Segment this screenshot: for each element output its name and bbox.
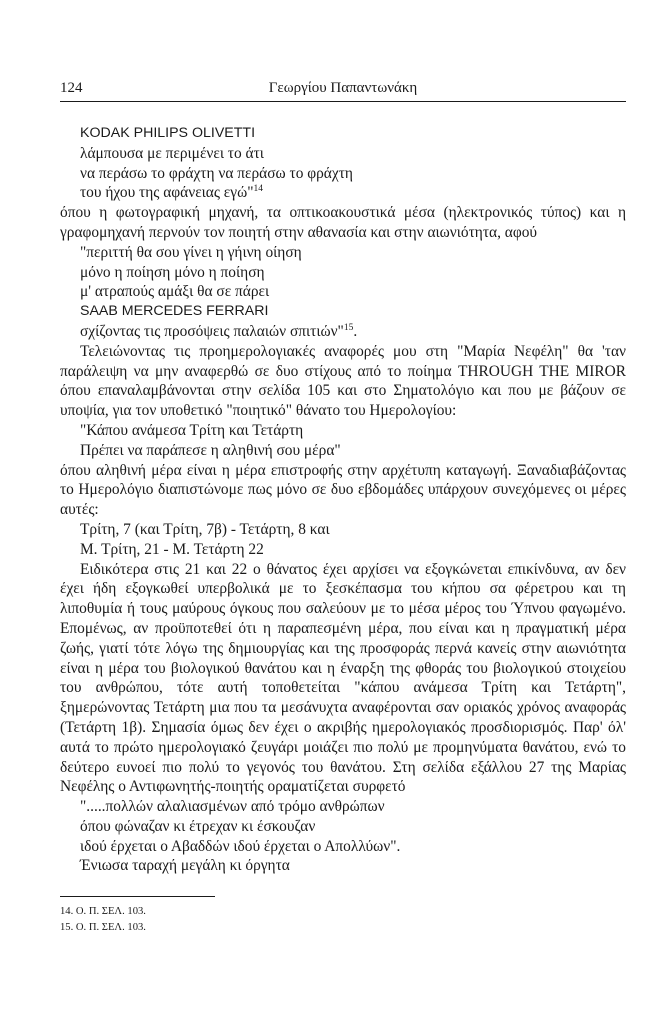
footnote: 15. Ο. Π. ΣΕΛ. 103. [60,922,146,933]
paragraph: όπου αληθινή μέρα είναι η μέρα επιστροφής στην αρχέτυπη καταγωγή. Ξαναδιαβάζοντας το Ημερολόγιο διαπιστώνομε πως μόνο σε δυο εβδομάδες υπάρχουν συνεχόμενες οι μέρες αυτές: [60,461,626,519]
verse-line: "περιττή θα σου γίνει η γήινη οίηση [80,243,302,261]
verse-end: . [353,322,358,340]
paragraph: όπου η φωτογραφική μηχανή, τα οπτικοακουστικά μέσα (ηλεκτρονικός τύπος) και η γραφομηχανή περνούν τον ποιητή στην αθανασία και στην αιωνιότητα, αφού [60,204,626,241]
verse-line: λάμπουσα με περιμένει το άτι [80,144,264,162]
verse-line: "Κάπου ανάμεσα Τρίτη και Τετάρτη [80,421,304,439]
verse-line: ".....πολλών αλαλιασμένων από τρόμο ανθρώπων [80,798,385,816]
verse-line: να περάσω το φράχτη να περάσω το φράχτη [80,164,353,182]
verse-line: ιδού έρχεται ο Αβαδδών ιδού έρχεται ο Απολλύων". [80,837,401,855]
verse-line [60,322,626,342]
paragraph: Τελειώνοντας τις προημερολογιακές αναφορές μου στη "Μαρία Νεφέλη" θα 'ταν παράλειψη να μην αναφερθώ σε δυο στίχους από το ποίημα THROUGH THE MIROR όπου επαναλαμβάνονται στην σελίδα 105 και στο Σηματολόγιο και που με βάζουν σε υποψία, για τον υποθετικό "ποιητικό" θάνατο του Ημερολογίου: [60,342,626,420]
footnote-ref: 15 [343,322,354,333]
running-title: Γεωργίου Παπαντωνάκη [268,80,418,96]
verse-text: του ήχου της αφάνειας εγώ" [80,184,254,202]
verse-line: Ένιωσα ταραχή μεγάλη κι όργητα [80,857,290,875]
verse-line [60,183,626,203]
body-text [60,124,626,876]
verse-line: SAAB MERCEDES FERRARI [80,303,269,320]
footnote: 14. Ο. Π. ΣΕΛ. 103. [60,906,146,917]
verse-line: μόνο η ποίηση μόνο η ποίηση [80,263,265,281]
verse-line: KODAK PHILIPS OLIVETTI [80,125,256,141]
page-number: 124 [60,80,83,96]
page-header [60,80,626,100]
verse-text: σχίζοντας τις προσόψεις παλαιών σπιτιών" [80,322,344,340]
verse-line: όπου φώναζαν κι έτρεχαν κι έσκουζαν [80,817,316,835]
verse-line: Τρίτη, 7 (και Τρίτη, 7β) - Τετάρτη, 8 και [80,520,330,538]
header-rule [60,101,626,102]
verse-line: Μ. Τρίτη, 21 - Μ. Τετάρτη 22 [80,540,264,558]
footnote-ref: 14 [253,184,263,195]
footnotes [60,904,146,936]
footnote-rule [60,896,215,897]
verse-line: Πρέπει να παράπεσε η αληθινή σου μέρα" [80,441,341,459]
paragraph: Ειδικότερα στις 21 και 22 ο θάνατος έχει αρχίσει να εξογκώνεται επικίνδυνα, αν δεν έχει ήδη εξογκωθεί υπερβολικά με το ξεσκέπασμα του κήπου σα φέρετρου και τη λιποθυμία ή τους μαύρους όγκους που σαλεύουν με το μέσα μέρος του Ύπνου φαγωμένο. Επομένως, αν προϋποτεθεί ότι η παραπεσμένη μέρα, που είναι και η πραγματική μέρα ζωής, γιατί τότε λόγω της δημιουργίας και της προσφοράς περνά κανείς στην αιωνιότητα είναι η μέρα του βιολογικού θανάτου και η έναρξη της φθοράς του βιολογικού στοιχείου του ανθρώπου, τότε αυτή τοποθετείται "κάπου ανάμεσα Τρίτη και Τετάρτη", ξημερώνοντας Τετάρτη μια που τα μεσάνυχτα αναφέρονται σαν οριακός χρόνος αναφοράς (Τετάρτη 1β). Σημασία όμως δεν έχει ο ακριβής ημερολογιακός προσδιορισμός. Παρ' όλ' αυτά το πρώτο ημερολογιακό ζευγάρι μοιάζει πιο πολύ με προμηνύματα θανάτου, ενώ το δεύτερο ευνοεί πιο πολύ το γεγονός του θανάτου. Στη σελίδα εξάλλου 27 της Μαρίας Νεφέλης ο Αντιφωνητής-ποιητής οραματίζεται συρφετό [60,560,626,796]
verse-line: μ' ατραπούς αμάξι θα σε πάρει [80,283,270,301]
